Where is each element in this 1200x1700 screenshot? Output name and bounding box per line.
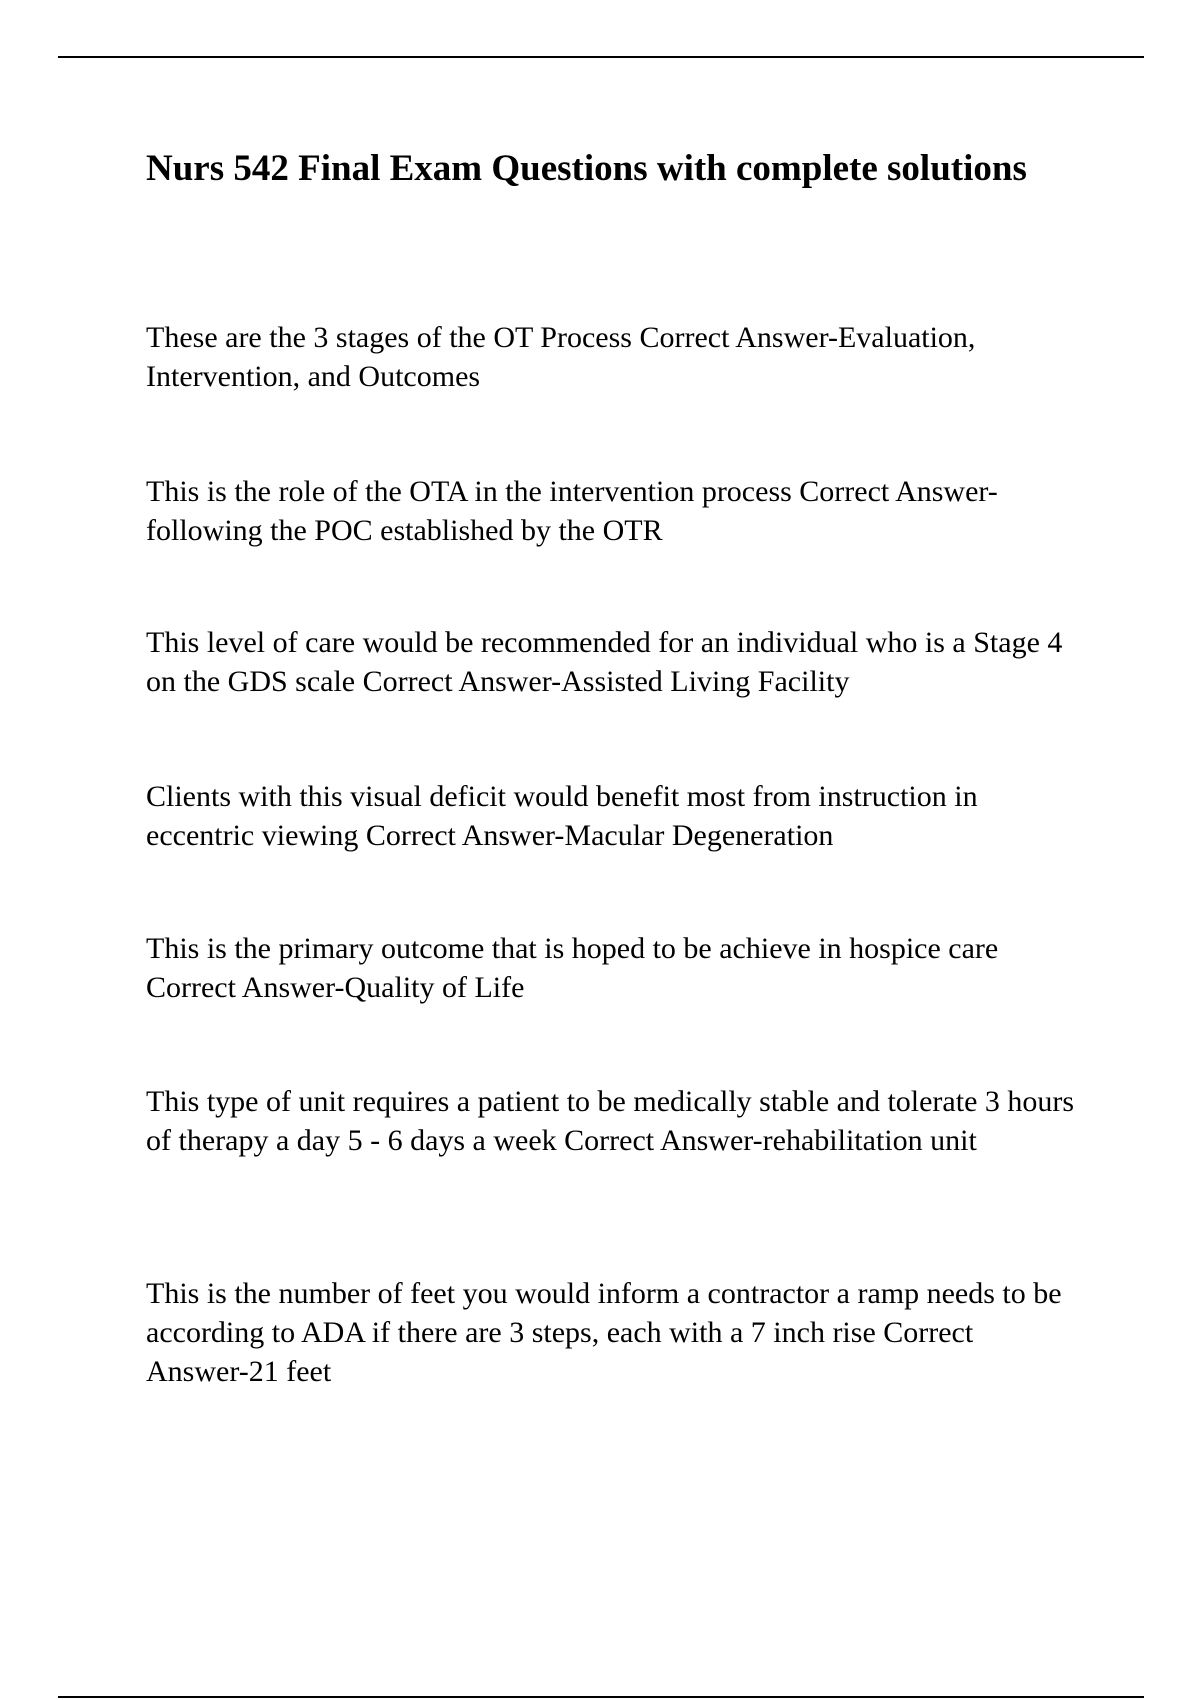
qa-item: This is the role of the OTA in the intervention process Correct Answer-following the POC established by the OTR [146,475,998,547]
document-title: Nurs 542 Final Exam Questions with complete solutions [146,148,1027,189]
qa-item: This is the primary outcome that is hoped to be achieve in hospice care Correct Answer-Quality of Life [146,932,999,1004]
qa-item: Clients with this visual deficit would benefit most from instruction in eccentric viewing Correct Answer-Macular Degeneration [146,780,978,852]
top-rule-divider [58,56,1144,58]
qa-item: These are the 3 stages of the OT Process Correct Answer-Evaluation, Intervention, and Outcomes [146,321,976,393]
qa-item: This level of care would be recommended for an individual who is a Stage 4 on the GDS scale Correct Answer-Assisted Living Facility [146,626,1063,698]
qa-item: This type of unit requires a patient to be medically stable and tolerate 3 hours of therapy a day 5 - 6 days a week Correct Answer-rehabilitation unit [146,1085,1075,1157]
qa-item: This is the number of feet you would inform a contractor a ramp needs to be according to ADA if there are 3 steps, each with a 7 inch rise Correct Answer-21 feet [146,1277,1062,1388]
bottom-rule-divider [58,1696,1144,1698]
